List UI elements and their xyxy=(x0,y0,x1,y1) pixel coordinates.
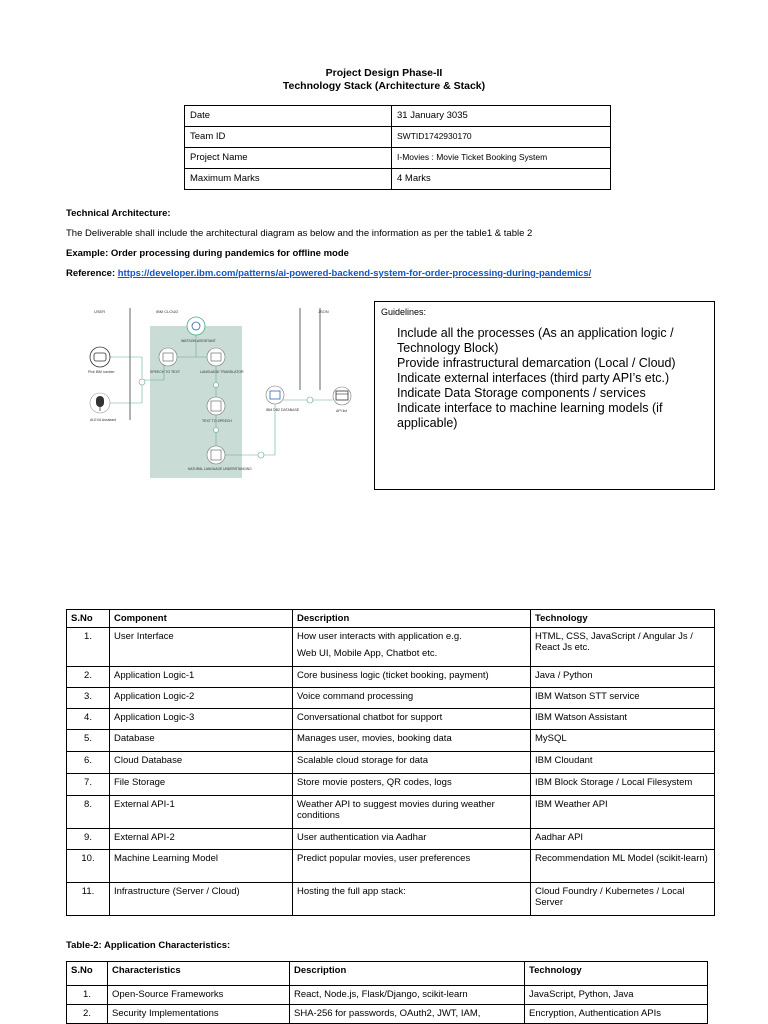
component-cell: Infrastructure (Server / Cloud) xyxy=(110,883,293,916)
sno-cell: 8. xyxy=(67,796,110,829)
technology-cell: Encryption, Authentication APIs xyxy=(525,1005,708,1024)
phone-icon xyxy=(90,347,110,367)
technology-cell: IBM Watson Assistant xyxy=(531,709,715,730)
watson-label: WATSON ASSISTANT xyxy=(181,339,216,343)
component-table xyxy=(66,609,715,916)
table-row xyxy=(67,688,715,709)
architecture-diagram xyxy=(80,300,370,490)
technology-cell: Java / Python xyxy=(531,667,715,688)
list-item: Indicate external interfaces (third party API’s etc.) xyxy=(397,371,670,385)
sno-cell: 3. xyxy=(67,688,110,709)
info-label: Project Name xyxy=(185,148,392,169)
section-heading: Technical Architecture: xyxy=(66,208,171,219)
characteristic-cell: Open-Source Frameworks xyxy=(108,986,290,1005)
description-cell xyxy=(293,628,531,667)
list-item: Indicate Data Storage components / services xyxy=(397,386,646,400)
text-to-speech-icon xyxy=(207,397,225,415)
characteristic-cell: Security Implementations xyxy=(108,1005,290,1024)
description-cell: Voice command processing xyxy=(293,688,531,709)
description-cell: User authentication via Aadhar xyxy=(293,829,531,850)
browser-icon xyxy=(333,387,351,405)
db-label: IBM DB2 DATABASE xyxy=(266,408,300,412)
table-row xyxy=(185,169,611,190)
list-item: Include all the processes (As an application logic / Technology Block) xyxy=(397,326,674,355)
component-cell: Cloud Database xyxy=(110,752,293,774)
technology-cell: HTML, CSS, JavaScript / Angular Js / React Js etc. xyxy=(531,628,715,667)
nlu-icon xyxy=(207,446,225,464)
info-value: I-Movies : Movie Ticket Booking System xyxy=(392,148,611,169)
description-cell: Manages user, movies, booking data xyxy=(293,730,531,752)
description-cell: Store movie posters, QR codes, logs xyxy=(293,774,531,796)
header-cell: Characteristics xyxy=(108,962,290,986)
description-cell: Weather API to suggest movies during weather conditions xyxy=(293,796,531,829)
table-row xyxy=(67,628,715,667)
technology-cell: MySQL xyxy=(531,730,715,752)
description-cell: Scalable cloud storage for data xyxy=(293,752,531,774)
sno-cell: 1. xyxy=(67,986,108,1005)
reference-line xyxy=(66,268,591,279)
json-label: JSON xyxy=(318,309,329,314)
component-cell: Application Logic-3 xyxy=(110,709,293,730)
guidelines-list xyxy=(397,326,712,431)
table-row xyxy=(67,774,715,796)
translator-icon xyxy=(207,348,225,366)
technology-cell: Aadhar API xyxy=(531,829,715,850)
watson-icon xyxy=(187,317,205,335)
component-cell: Application Logic-1 xyxy=(110,667,293,688)
technology-cell: IBM Block Storage / Local Filesystem xyxy=(531,774,715,796)
sno-cell: 6. xyxy=(67,752,110,774)
technology-cell: IBM Cloudant xyxy=(531,752,715,774)
sno-cell: 11. xyxy=(67,883,110,916)
description-cell: Hosting the full app stack: xyxy=(293,883,531,916)
info-label: Maximum Marks xyxy=(185,169,392,190)
sno-cell: 10. xyxy=(67,850,110,883)
technology-cell: Cloud Foundry / Kubernetes / Local Server xyxy=(531,883,715,916)
technology-cell: IBM Weather API xyxy=(531,796,715,829)
table-header-row xyxy=(67,962,708,986)
description-cell: SHA-256 for passwords, OAuth2, JWT, IAM, xyxy=(290,1005,525,1024)
header-cell: Component xyxy=(110,610,293,628)
header-cell: Technology xyxy=(525,962,708,986)
user-label: USER xyxy=(94,309,106,314)
info-value: SWTID1742930170 xyxy=(392,127,611,148)
header-cell: S.No xyxy=(67,962,108,986)
info-value: 4 Marks xyxy=(392,169,611,190)
list-item: Indicate interface to machine learning models (if applicable) xyxy=(397,401,663,430)
reference-label: Reference: xyxy=(66,268,116,279)
table-row xyxy=(185,148,611,169)
component-cell: File Storage xyxy=(110,774,293,796)
sno-cell: 1. xyxy=(67,628,110,667)
phone-label: Pick IBM number xyxy=(88,370,115,374)
description-cell: Predict popular movies, user preferences xyxy=(293,850,531,883)
component-cell: Database xyxy=(110,730,293,752)
stt-label: SPEECH TO TEXT xyxy=(150,370,180,374)
table-row xyxy=(67,667,715,688)
header-cell: Technology xyxy=(531,610,715,628)
table-row xyxy=(67,752,715,774)
tts-label: TEXT TO SPEECH xyxy=(202,419,232,423)
page-subtitle: Technology Stack (Architecture & Stack) xyxy=(282,80,486,92)
api-label: API list xyxy=(336,409,347,413)
translator-label: LANGUAGE TRANSLATOR xyxy=(200,370,244,374)
table-row xyxy=(67,986,708,1005)
example-text: Example: Order processing during pandemics for offline mode xyxy=(66,248,349,259)
info-value: 31 January 3035 xyxy=(392,106,611,127)
info-label: Team ID xyxy=(185,127,392,148)
table-header-row xyxy=(67,610,715,628)
table-row xyxy=(185,106,611,127)
header-cell: Description xyxy=(290,962,525,986)
sno-cell: 9. xyxy=(67,829,110,850)
description-cell: Conversational chatbot for support xyxy=(293,709,531,730)
component-cell: Machine Learning Model xyxy=(110,850,293,883)
speech-to-text-icon xyxy=(159,348,177,366)
header-cell: S.No xyxy=(67,610,110,628)
table-row xyxy=(67,850,715,883)
table-row xyxy=(67,1005,708,1024)
characteristics-table xyxy=(66,961,708,1024)
nlu-label: NATURAL LANGUAGE UNDERSTANDING xyxy=(188,467,252,471)
technology-cell: JavaScript, Python, Java xyxy=(525,986,708,1005)
description-cell: Core business logic (ticket booking, payment) xyxy=(293,667,531,688)
table-row xyxy=(67,709,715,730)
intro-text: The Deliverable shall include the architectural diagram as below and the information as per the table1 & table 2 xyxy=(66,228,533,239)
guidelines-box xyxy=(374,301,715,490)
sno-cell: 2. xyxy=(67,1005,108,1024)
description-cell: React, Node.js, Flask/Django, scikit-learn xyxy=(290,986,525,1005)
sno-cell: 4. xyxy=(67,709,110,730)
reference-link[interactable]: https://developer.ibm.com/patterns/ai-powered-backend-system-for-order-processing-during-pandemics/ xyxy=(117,268,592,279)
component-cell: External API-1 xyxy=(110,796,293,829)
sno-cell: 2. xyxy=(67,667,110,688)
guidelines-title: Guidelines: xyxy=(381,307,427,317)
component-cell: External API-2 xyxy=(110,829,293,850)
table-row xyxy=(185,127,611,148)
sno-cell: 7. xyxy=(67,774,110,796)
description-line: Web UI, Mobile App, Chatbot etc. xyxy=(297,648,438,659)
header-cell: Description xyxy=(293,610,531,628)
database-icon xyxy=(266,386,284,404)
technology-cell: IBM Watson STT service xyxy=(531,688,715,709)
info-label: Date xyxy=(185,106,392,127)
component-cell: Application Logic-2 xyxy=(110,688,293,709)
info-table xyxy=(184,105,611,190)
table-row xyxy=(67,829,715,850)
cloud-label: IBM CLOUD xyxy=(156,309,179,314)
table-row xyxy=(67,730,715,752)
page-title: Project Design Phase-II xyxy=(325,67,443,79)
table-row xyxy=(67,883,715,916)
table2-heading: Table-2: Application Characteristics: xyxy=(66,940,231,951)
technology-cell: Recommendation ML Model (scikit-learn) xyxy=(531,850,715,883)
sno-cell: 5. xyxy=(67,730,110,752)
component-cell: User Interface xyxy=(110,628,293,667)
microphone-icon xyxy=(90,393,110,413)
alexa-label: ALEXA Assistant xyxy=(90,418,117,422)
list-item: Provide infrastructural demarcation (Local / Cloud) xyxy=(397,356,676,370)
description-line: How user interacts with application e.g. xyxy=(297,631,462,642)
table-row xyxy=(67,796,715,829)
